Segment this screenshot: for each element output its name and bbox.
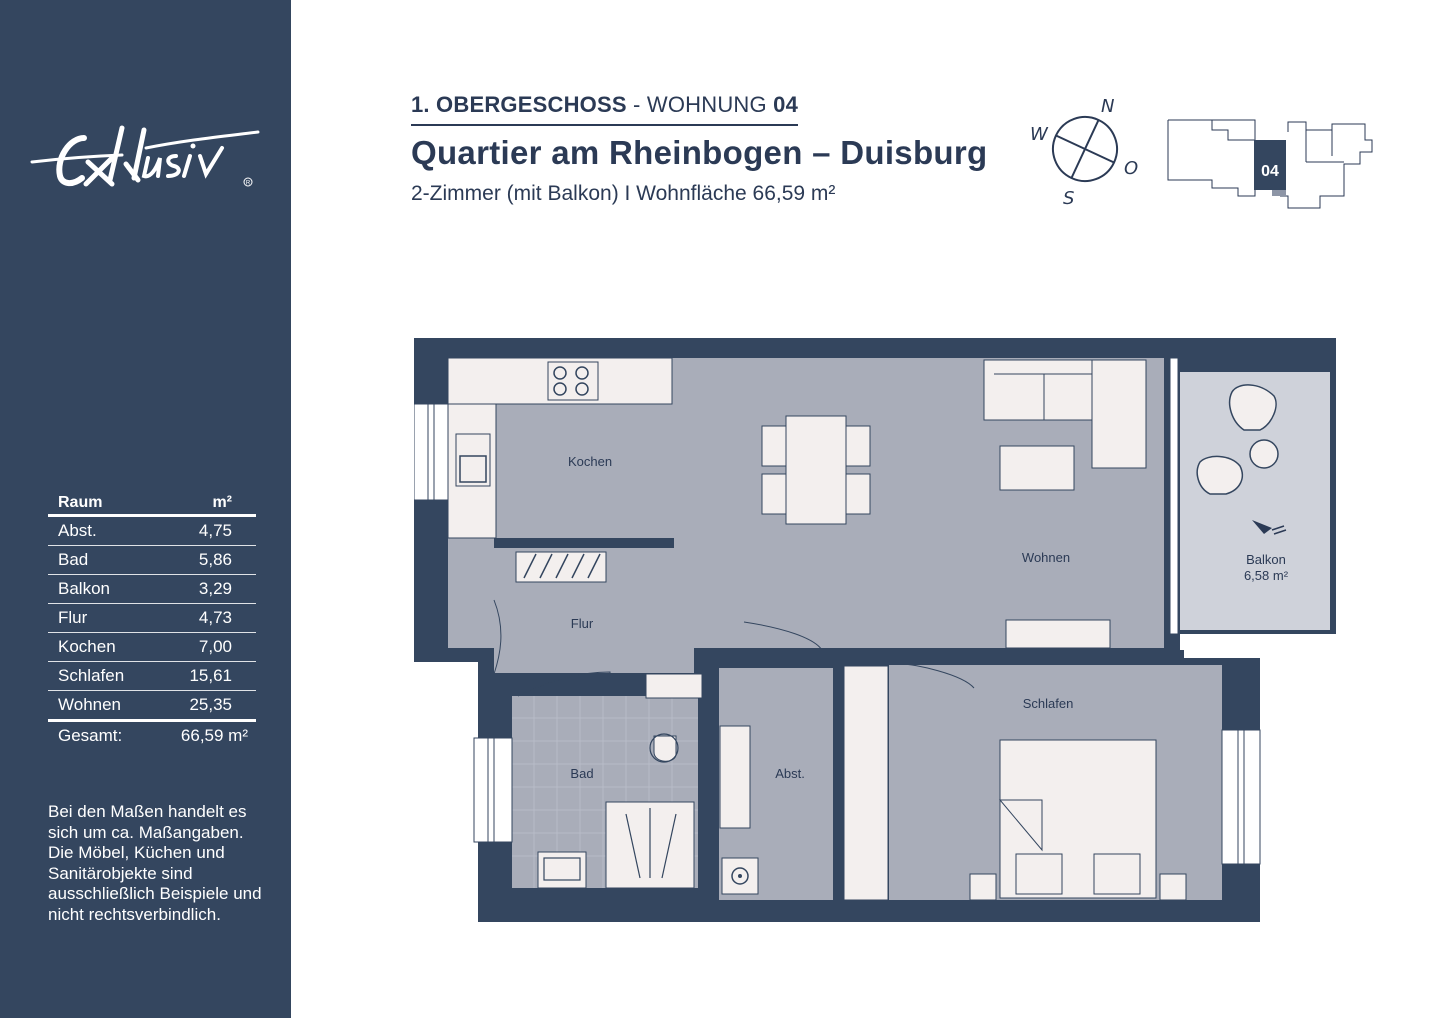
floor-separator: - bbox=[626, 92, 647, 117]
room-name: Wohnen bbox=[58, 695, 122, 714]
svg-text:R: R bbox=[245, 180, 251, 187]
area-row bbox=[48, 691, 256, 722]
keyplan-unit-label: 04 bbox=[1261, 163, 1279, 180]
room-area: 3,29 bbox=[198, 579, 232, 598]
room-label-schlafen: Schlafen bbox=[1022, 696, 1074, 711]
col-room-header: Raum bbox=[58, 494, 103, 511]
compass-south: S bbox=[1063, 188, 1075, 207]
room-label-abst: Abst. bbox=[775, 766, 805, 781]
room-name: Bad bbox=[58, 550, 89, 569]
building-keyplan bbox=[1160, 112, 1380, 212]
disclaimer-text: Bei den Maßen handelt es sich um ca. Maßangaben. Die Möbel, Küchen und Sanitärobjekte sind ausschließlich Beispiele und nicht rechtsverbindlich. bbox=[48, 802, 262, 924]
compass-west: W bbox=[1030, 124, 1048, 145]
col-area-header: m² bbox=[212, 494, 232, 511]
room-area: 25,35 bbox=[189, 695, 232, 714]
area-total-row bbox=[48, 722, 256, 750]
area-row bbox=[48, 604, 256, 633]
room-area: 15,61 bbox=[189, 666, 232, 685]
compass-icon bbox=[1025, 92, 1145, 207]
room-name: Balkon bbox=[58, 579, 110, 598]
area-row bbox=[48, 662, 256, 691]
room-area: 4,75 bbox=[198, 521, 232, 540]
page-subtitle: 2-Zimmer (mit Balkon) I Wohnfläche 66,59 m² bbox=[411, 182, 836, 205]
floor-label: 1. OBERGESCHOSS bbox=[411, 92, 627, 117]
room-name: Schlafen bbox=[58, 666, 125, 685]
area-row bbox=[48, 517, 256, 546]
exklusiv-logo bbox=[26, 118, 266, 198]
area-table bbox=[48, 492, 256, 750]
room-area-balkon: 6,58 m² bbox=[1243, 568, 1289, 583]
compass-north: N bbox=[1101, 96, 1115, 117]
room-label-bad: Bad bbox=[570, 766, 594, 781]
room-label-balkon: Balkon bbox=[1246, 552, 1286, 567]
room-name: Kochen bbox=[58, 637, 116, 656]
unit-number: 04 bbox=[773, 92, 799, 117]
area-row bbox=[48, 633, 256, 662]
area-table-header bbox=[48, 492, 256, 517]
room-area: 4,73 bbox=[198, 608, 232, 627]
room-label-flur: Flur bbox=[570, 616, 594, 631]
room-label-kochen: Kochen bbox=[567, 454, 613, 469]
unit-prefix: WOHNUNG bbox=[646, 92, 774, 117]
total-label: Gesamt: bbox=[58, 726, 123, 745]
room-label-wohnen: Wohnen bbox=[1021, 550, 1071, 565]
area-row bbox=[48, 575, 256, 604]
floor-line bbox=[411, 92, 798, 126]
sidebar bbox=[0, 0, 291, 1018]
room-name: Abst. bbox=[58, 521, 97, 540]
compass-east: O bbox=[1124, 158, 1139, 179]
total-value: 66,59 m² bbox=[180, 726, 248, 745]
room-area: 7,00 bbox=[198, 637, 232, 656]
room-name: Flur bbox=[58, 608, 88, 627]
floor-plan bbox=[414, 338, 1336, 922]
page-title: Quartier am Rheinbogen – Duisburg bbox=[411, 134, 988, 171]
page-header bbox=[411, 92, 987, 206]
area-row bbox=[48, 546, 256, 575]
room-area: 5,86 bbox=[198, 550, 232, 569]
